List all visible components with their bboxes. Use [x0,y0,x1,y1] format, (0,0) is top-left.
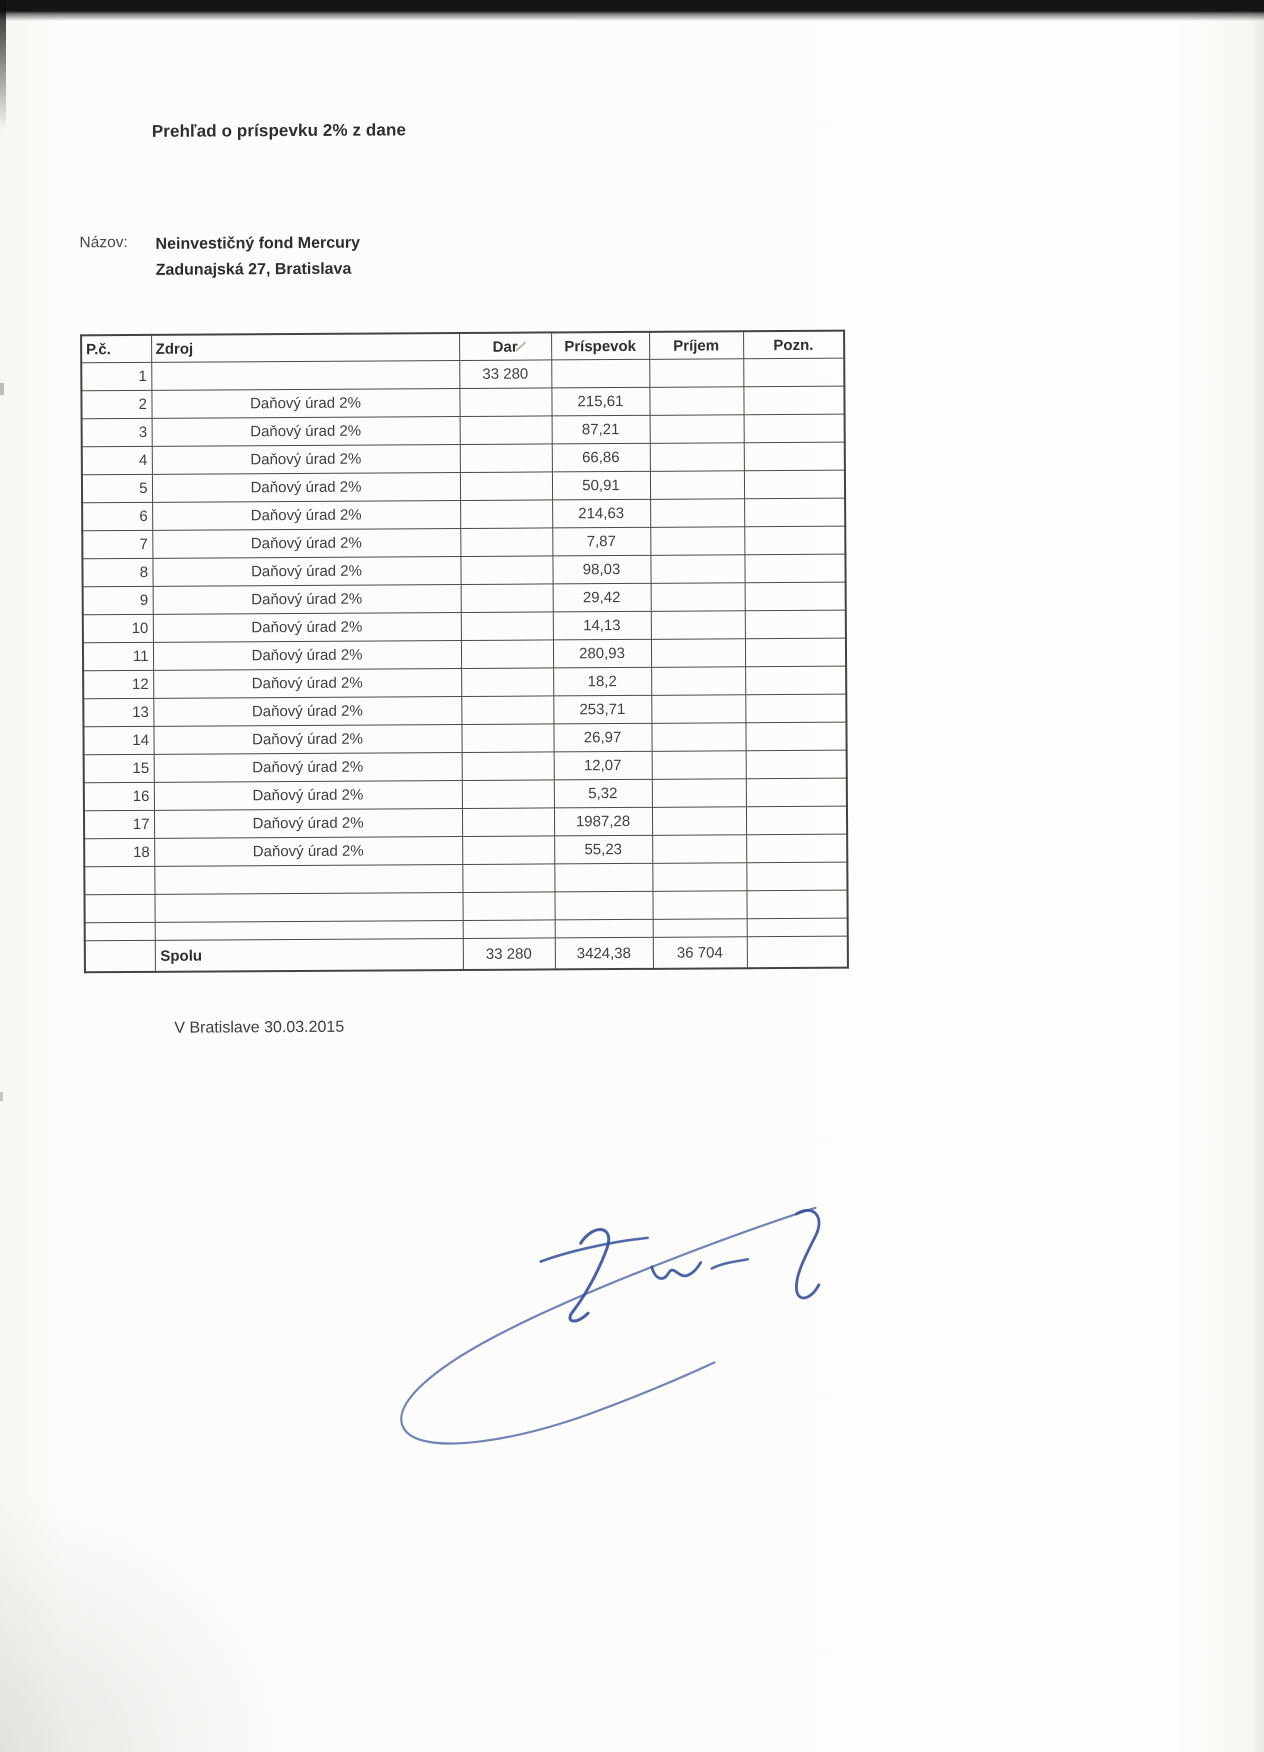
cell-pozn [746,806,847,835]
header-pozn: Pozn. [743,331,844,359]
cell-dar [461,668,553,697]
cell-zdroj: Daňový úrad 2% [153,668,461,698]
cell-prijem [651,639,745,668]
cell-prijem [652,779,746,808]
cell-pozn [744,498,845,527]
cell-zdroj: Daňový úrad 2% [152,444,460,474]
place-date-line: V Bratislave 30.03.2015 [174,1018,345,1037]
cell-dar [462,780,554,809]
cell-pc: 1 [81,362,151,390]
cell-zdroj [151,360,459,390]
cell-prijem [649,359,743,388]
cell-dar [461,724,553,753]
cell-prispevok: 280,93 [553,639,651,668]
cell-prijem [652,835,746,864]
cell-pc: 13 [83,698,153,726]
cell-prispevok: 50,91 [552,471,650,500]
cell-prijem [651,695,745,724]
cell-zdroj: Daňový úrad 2% [154,808,462,838]
cell-pc: 5 [82,474,152,502]
cell-pozn [746,750,847,779]
cell-prijem [650,499,744,528]
cell-pc: 4 [82,446,152,474]
cell-prijem [650,471,744,500]
contribution-table [80,330,849,974]
scan-speck [0,383,4,395]
cell-pozn [744,442,845,471]
cell-prijem [652,863,746,892]
cell-pozn [745,722,846,751]
organization-address: Zadunajská 27, Bratislava [155,260,352,279]
cell-prijem [652,751,746,780]
cell-pc: 12 [83,670,153,698]
cell-prispevok [554,891,652,920]
header-prispevok: Príspevok [551,332,649,360]
cell-dar [462,892,554,921]
cell-dar [461,612,553,641]
cell-pozn [744,554,845,583]
cell-pozn [746,862,847,891]
cell-prijem [650,443,744,472]
cell-pc: 17 [84,810,154,838]
cell-pozn [744,414,845,443]
cell-dar [459,388,551,417]
cell-dar: 33 280 [459,360,551,389]
cell-prispevok: 55,23 [554,835,652,864]
cell-dar [460,556,552,585]
cell-prispevok: 87,21 [552,415,650,444]
cell-prispevok: 66,86 [552,443,650,472]
cell-pozn [747,918,848,937]
cell-pc: 8 [82,558,152,586]
cell-prijem [650,527,744,556]
cell-pc: 15 [84,754,154,782]
cell-pozn [745,582,846,611]
total-prijem: 36 704 [653,937,747,969]
cell-zdroj: Daňový úrad 2% [154,752,462,782]
cell-zdroj [154,892,462,922]
cell-pozn [745,638,846,667]
cell-pc: 3 [82,418,152,446]
cell-dar [460,500,552,529]
cell-dar [460,416,552,445]
cell-pc: 9 [83,586,153,614]
cell-prispevok: 7,87 [552,527,650,556]
cell-dar [460,528,552,557]
cell-prispevok: 98,03 [552,555,650,584]
cell-prijem [650,415,744,444]
cell-prispevok: 215,61 [551,387,649,416]
cell-prispevok: 18,2 [553,667,651,696]
cell-zdroj [155,920,463,940]
cell-prispevok: 1987,28 [554,807,652,836]
cell-zdroj: Daňový úrad 2% [153,640,461,670]
cell-pc: 2 [81,390,151,418]
cell-prispevok: 214,63 [552,499,650,528]
scan-top-edge-artifact [0,0,1264,24]
total-row [85,936,848,972]
total-dar: 33 280 [463,938,555,970]
cell-pc: 10 [83,614,153,642]
scan-speck [0,1092,3,1101]
header-prijem: Príjem [649,331,743,359]
cell-pc: 18 [84,838,154,866]
total-label: Spolu [155,938,463,971]
cell-prijem [652,807,746,836]
cell-prispevok: 14,13 [553,611,651,640]
cell-pc [84,894,154,922]
scan-right-shade [1250,0,1264,1752]
handwritten-signature [375,1179,877,1462]
cell-zdroj: Daňový úrad 2% [153,612,461,642]
cell-dar [463,920,555,939]
total-pozn [747,936,848,968]
cell-prijem [653,919,747,938]
header-zdroj: Zdroj [151,333,459,362]
total-pc [85,940,155,972]
cell-zdroj [154,864,462,894]
cell-zdroj: Daňový úrad 2% [153,584,461,614]
cell-dar [461,640,553,669]
cell-pozn [745,666,846,695]
cell-pc [85,922,155,940]
cell-prispevok: 253,71 [553,695,651,724]
cell-zdroj: Daňový úrad 2% [152,528,460,558]
cell-pc [84,866,154,894]
cell-pozn [743,386,844,415]
cell-prispevok [555,919,653,938]
cell-pozn [746,834,847,863]
cell-zdroj: Daňový úrad 2% [152,472,460,502]
cell-zdroj: Daňový úrad 2% [151,388,459,418]
cell-pc: 6 [82,502,152,530]
name-label: Názov: [79,234,128,252]
cell-prispevok: 29,42 [553,583,651,612]
cell-prispevok [554,863,652,892]
cell-pc: 14 [83,726,153,754]
cell-zdroj: Daňový úrad 2% [152,416,460,446]
cell-pozn [746,890,847,919]
total-prispevok: 3424,38 [555,937,653,969]
cell-zdroj: Daňový úrad 2% [152,556,460,586]
cell-zdroj: Daňový úrad 2% [153,724,461,754]
cell-pc: 16 [84,782,154,810]
cell-prijem [651,583,745,612]
cell-prijem [651,611,745,640]
cell-prispevok: 12,07 [554,751,652,780]
cell-prijem [652,891,746,920]
cell-prispevok: 5,32 [554,779,652,808]
cell-zdroj: Daňový úrad 2% [152,500,460,530]
cell-prijem [651,667,745,696]
cell-dar [462,864,554,893]
cell-zdroj: Daňový úrad 2% [154,780,462,810]
header-dar: Dar [459,332,551,360]
cell-pozn [745,694,846,723]
cell-prispevok [551,359,649,388]
page-title: Prehľad o príspevku 2% z dane [151,120,407,141]
scan-left-edge-artifact [0,0,6,130]
cell-dar [461,584,553,613]
scan-corner-shadow [0,1492,300,1752]
cell-dar [462,808,554,837]
cell-dar [462,836,554,865]
name-block [79,231,360,285]
cell-dar [462,752,554,781]
table-body [81,358,848,941]
cell-pc: 7 [82,530,152,558]
cell-pc: 11 [83,642,153,670]
cell-dar [461,696,553,725]
cell-prijem [651,723,745,752]
cell-pozn [745,610,846,639]
cell-pozn [744,470,845,499]
cell-pozn [743,358,844,387]
cell-zdroj: Daňový úrad 2% [154,836,462,866]
cell-dar [460,472,552,501]
cell-pozn [744,526,845,555]
cell-pozn [746,778,847,807]
cell-dar [460,444,552,473]
organization-name: Neinvestičný fond Mercury [155,234,361,253]
cell-prispevok: 26,97 [553,723,651,752]
header-pc: P.č. [81,335,151,363]
cell-prijem [650,555,744,584]
cell-prijem [649,387,743,416]
cell-zdroj: Daňový úrad 2% [153,696,461,726]
